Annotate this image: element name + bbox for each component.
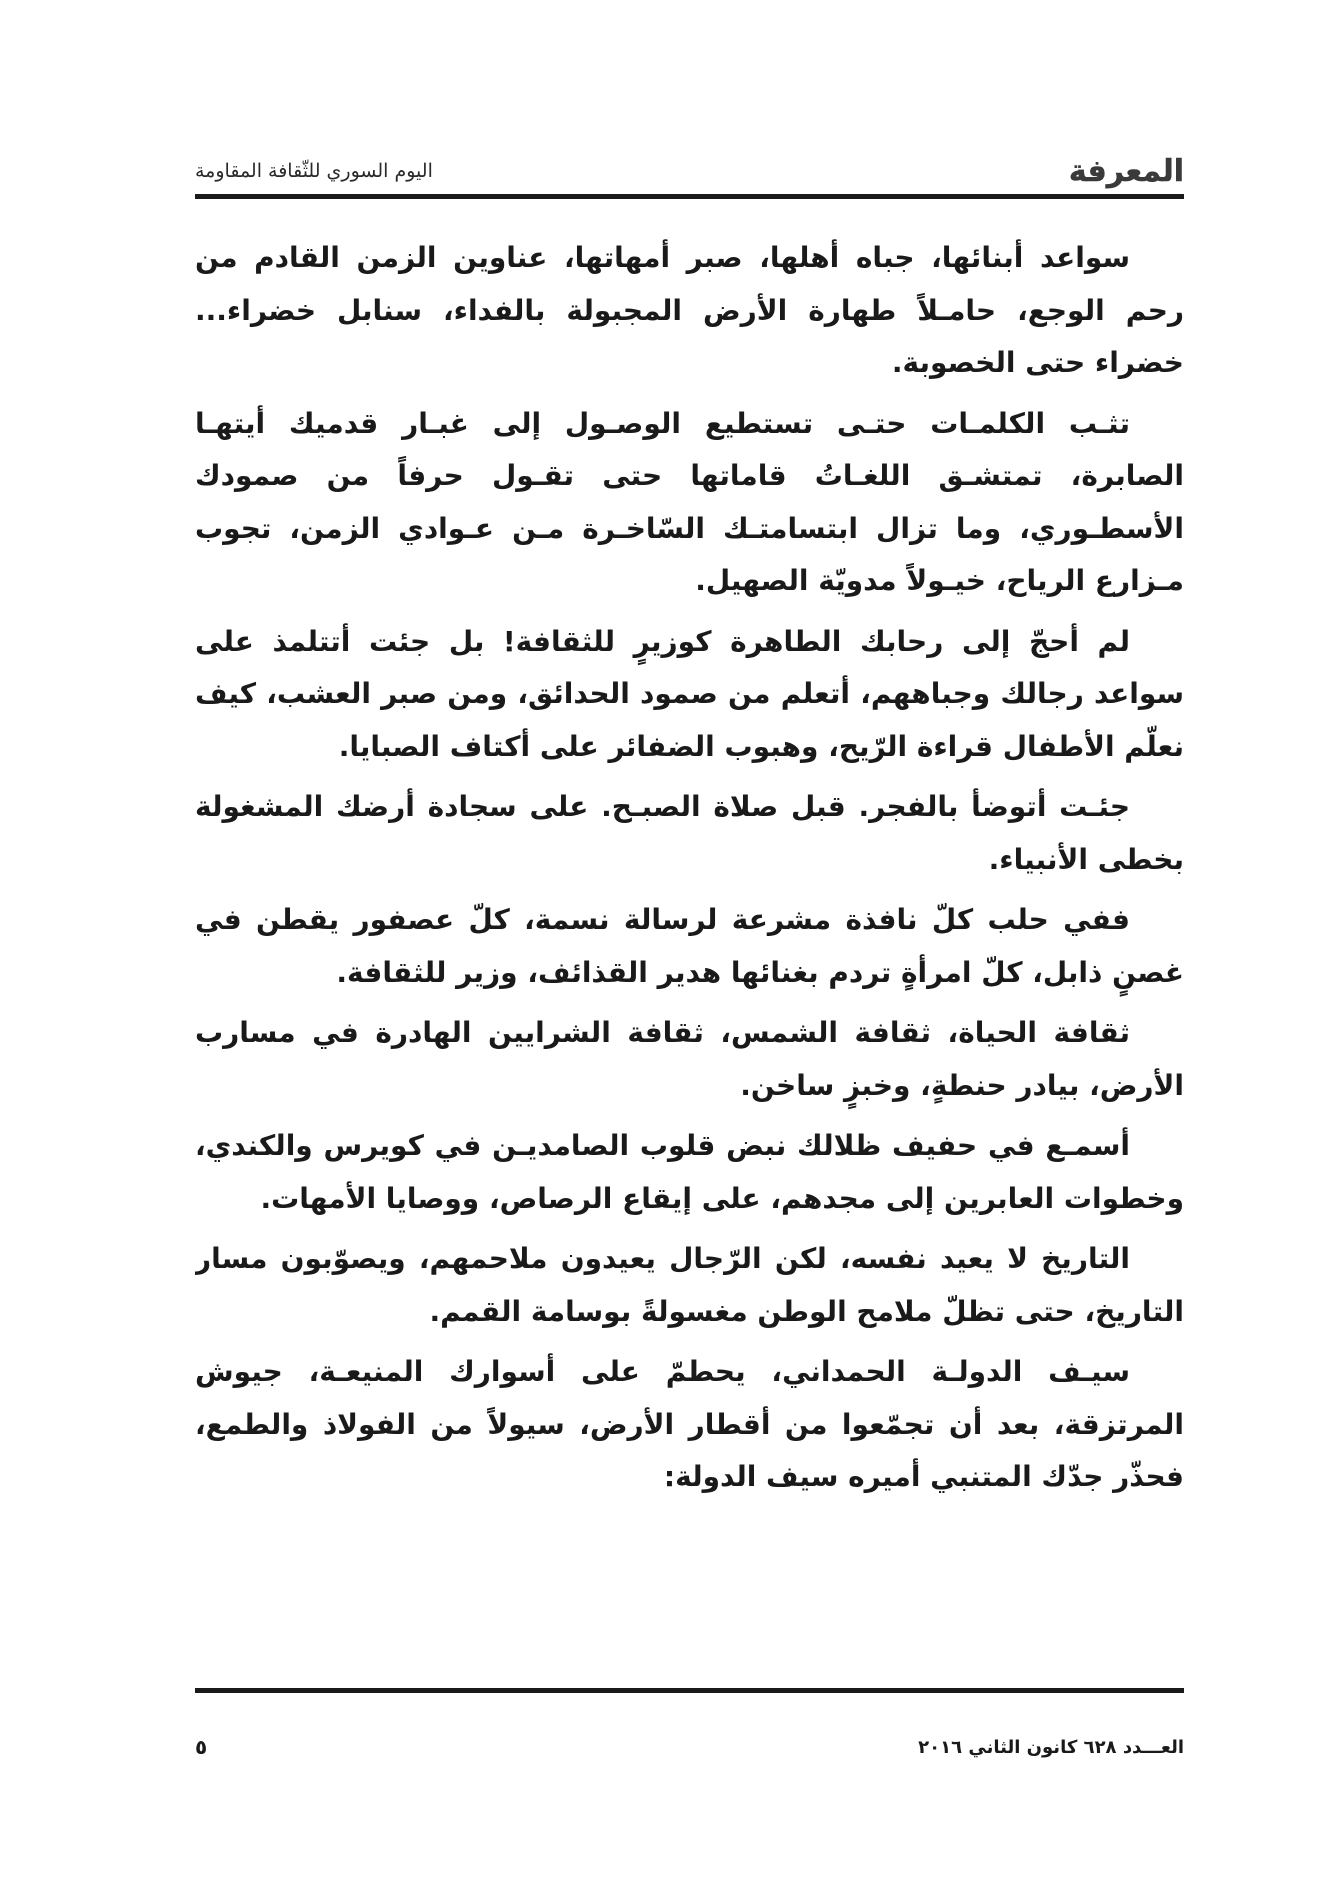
footer-rule — [195, 1688, 1184, 1693]
paragraph-3: لم أحجّ إلى رحابك الطاهرة كوزيرٍ للثقافة! بل جئت أتتلمذ على سواعد رجالك وجباههم، أتعلم من صمود الحدائق، ومن صبر العشب، كيف نعلّم الأطفال قراءة الرّيح، وهبوب الضفائر على أكتاف الصبايا. — [195, 624, 1184, 763]
paragraph-1: سواعد أبنائها، جباه أهلها، صبر أمهاتها، عناوين الزمن القادم من رحم الوجع، حامـلاً طهارة الأرض المجبولة بالفداء، سنابل خضراء... خضراء حتى الخصوبة. — [195, 241, 1184, 379]
paragraph-8: التاريخ لا يعيد نفسه، لكن الرّجال يعيدون ملاحمهم، ويصوّبون مسار التاريخ، حتى تظلّ ملامح الوطن مغسولةً بوسامة القمم. — [195, 1242, 1184, 1328]
paragraph-5: ففي حلب كلّ نافذة مشرعة لرسالة نسمة، كلّ عصفور يقطن في غصنٍ ذابل، كلّ امرأةٍ تردم بغنائها هدير القذائف، وزير للثقافة. — [195, 903, 1184, 989]
paragraph-9: سيـف الدولـة الحمداني، يحطمّ على أسوارك المنيعـة، جيوش المرتزقة، بعد أن تجمّعوا من أقطار الأرض، سيولاً من الفولاذ والطمع، فحذّر جدّك المتنبي أميره سيف الدولة: — [195, 1355, 1184, 1493]
article-body — [195, 232, 1184, 1672]
section-title: اليوم السوري للثّقافة المقاومة — [195, 160, 433, 182]
paragraph-2: تثـب الكلمـات حتـى تستطيع الوصـول إلى غبـار قدميك أيتهـا الصابرة، تمتشـق اللغـاتُ قاماتها حتى تقـول حرفاً من صمودك الأسطـوري، وما تزال ابتسامتـك السّاخـرة مـن عـوادي الزمن، تجوب مـزارع الرياح، خيـولاً مدويّة الصهيل. — [195, 406, 1184, 597]
magazine-logo: المعرفة — [1068, 153, 1184, 189]
page-number: ٥ — [195, 1735, 208, 1759]
running-header — [195, 146, 1184, 196]
paragraph-6: ثقافة الحياة، ثقافة الشمس، ثقافة الشرايين الهادرة في مسارب الأرض، بيادر حنطةٍ، وخبزٍ ساخن. — [195, 1016, 1184, 1102]
issue-info: العـــدد ٦٢٨ كانون الثاني ٢٠١٦ — [918, 1736, 1184, 1758]
page-footer — [195, 1730, 1184, 1764]
paragraph-4: جئـت أتوضأ بالفجر. قبل صلاة الصبـح. على سجادة أرضك المشغولة بخطى الأنبياء. — [195, 790, 1184, 876]
paragraph-7: أسمـع في حفيف ظلالك نبض قلوب الصامديـن في كويرس والكندي، وخطوات العابرين إلى مجدهم، على إيقاع الرصاص، ووصايا الأمهات. — [195, 1129, 1184, 1215]
header-rule — [195, 194, 1184, 199]
